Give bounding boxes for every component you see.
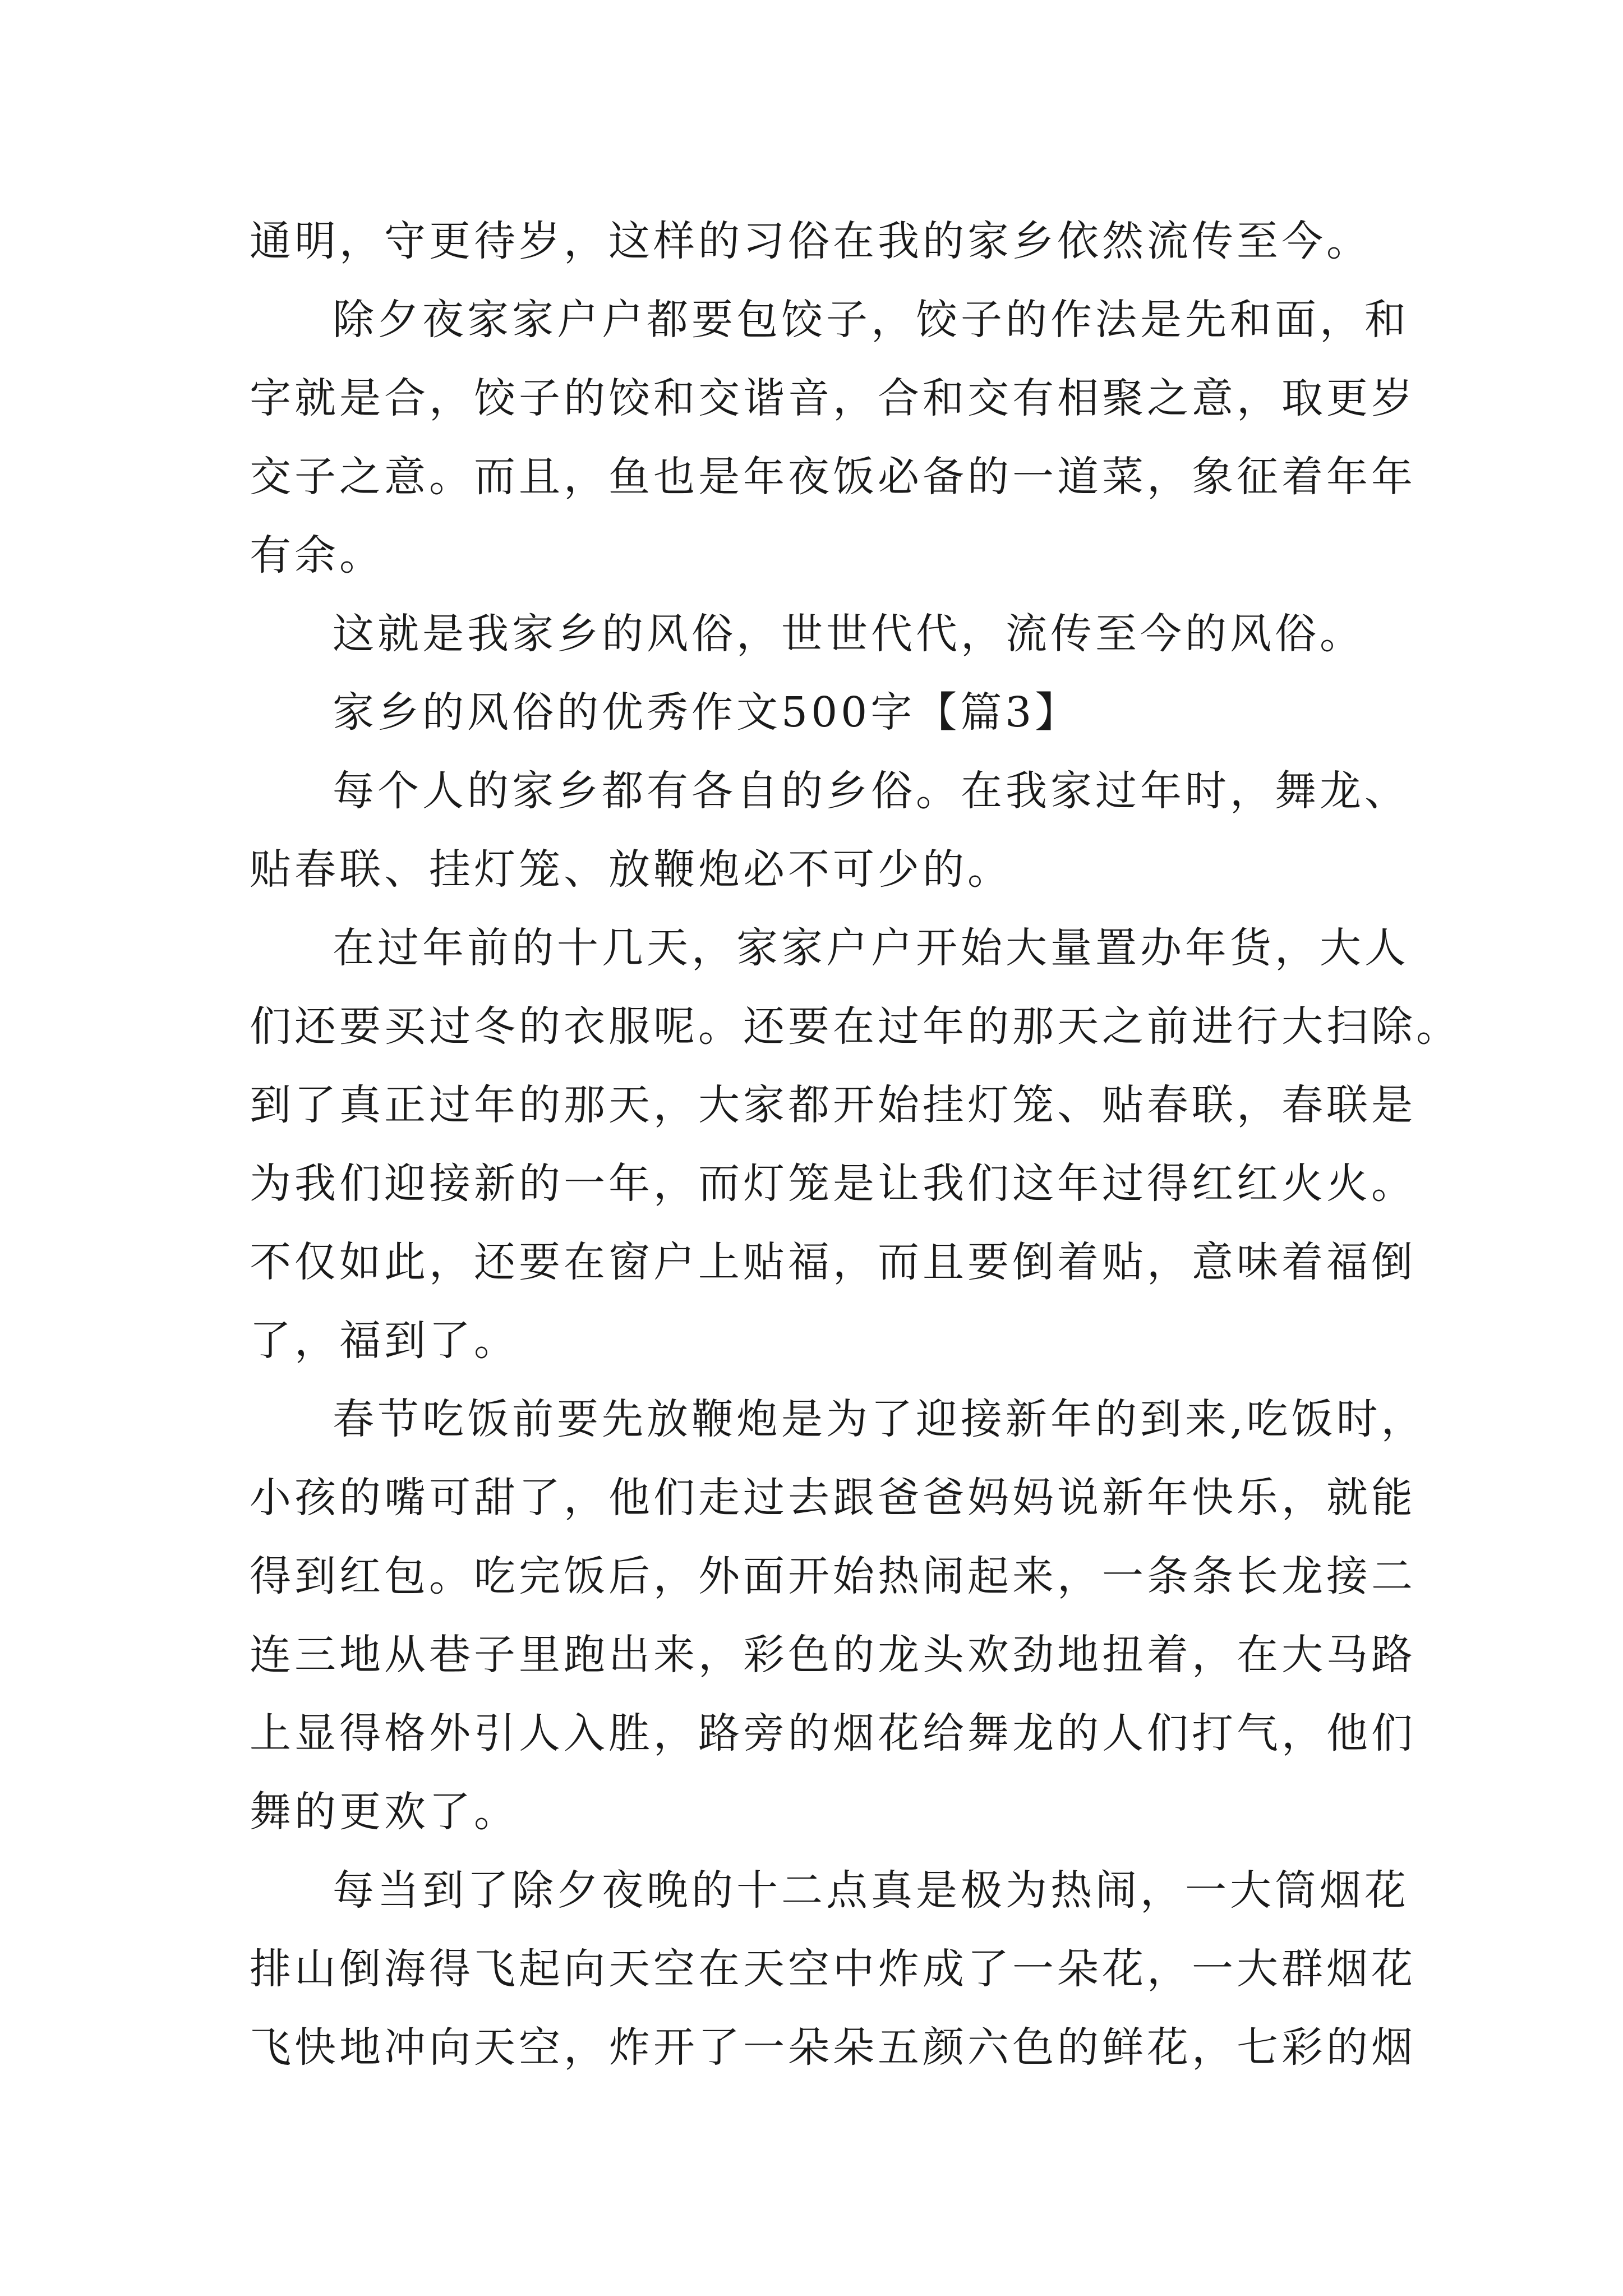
text-line: 到了真正过年的那天，大家都开始挂灯笼、贴春联，春联是: [250, 1081, 1416, 1129]
text-line: 们还要买过冬的衣服呢。还要在过年的那天之前进行大扫除。: [250, 1002, 1461, 1051]
text-line: 为我们迎接新的一年，而灯笼是让我们这年过得红红火火。: [250, 1159, 1416, 1208]
text-line: 交子之意。而且，鱼也是年夜饭必备的一道菜，象征着年年: [250, 453, 1416, 501]
text-line: 上显得格外引人入胜，路旁的烟花给舞龙的人们打气，他们: [250, 1709, 1416, 1757]
text-line: 舞的更欢了。: [250, 1788, 519, 1836]
paragraph-start-line: 这就是我家乡的风俗，世世代代，流传至今的风俗。: [333, 610, 1364, 658]
section-heading: 家乡的风俗的优秀作文500字【篇3】: [333, 688, 1080, 737]
text-line: 排山倒海得飞起向天空在天空中炸成了一朵花，一大群烟花: [250, 1945, 1416, 1993]
text-line: 字就是合，饺子的饺和交谐音，合和交有相聚之意，取更岁: [250, 374, 1416, 422]
text-line: 不仅如此，还要在窗户上贴福，而且要倒着贴，意味着福倒: [250, 1238, 1416, 1286]
paragraph-start-line: 每个人的家乡都有各自的乡俗。在我家过年时，舞龙、: [333, 767, 1409, 815]
text-line: 连三地从巷子里跑出来，彩色的龙头欢劲地扭着，在大马路: [250, 1631, 1416, 1679]
text-line: 通明，守更待岁，这样的习俗在我的家乡依然流传至今。: [250, 217, 1371, 265]
paragraph-start-line: 春节吃饭前要先放鞭炮是为了迎接新年的到来,吃饭时，: [333, 1395, 1426, 1443]
paragraph-start-line: 在过年前的十几天，家家户户开始大量置办年货，大人: [333, 924, 1409, 972]
text-line: 得到红包。吃完饭后，外面开始热闹起来，一条条长龙接二: [250, 1552, 1416, 1600]
body-text: [250, 202, 1461, 2087]
text-line: 有余。: [250, 531, 384, 579]
text-line: 贴春联、挂灯笼、放鞭炮必不可少的。: [250, 845, 1012, 894]
text-line: 小孩的嘴可甜了，他们走过去跟爸爸妈妈说新年快乐，就能: [250, 1474, 1416, 1522]
text-line: 飞快地冲向天空，炸开了一朵朵五颜六色的鲜花，七彩的烟: [250, 2023, 1416, 2072]
text-line: 了，福到了。: [250, 1317, 519, 1365]
paragraph-start-line: 每当到了除夕夜晚的十二点真是极为热闹，一大筒烟花: [333, 1866, 1409, 1915]
paragraph-start-line: 除夕夜家家户户都要包饺子，饺子的作法是先和面，和: [333, 296, 1409, 344]
